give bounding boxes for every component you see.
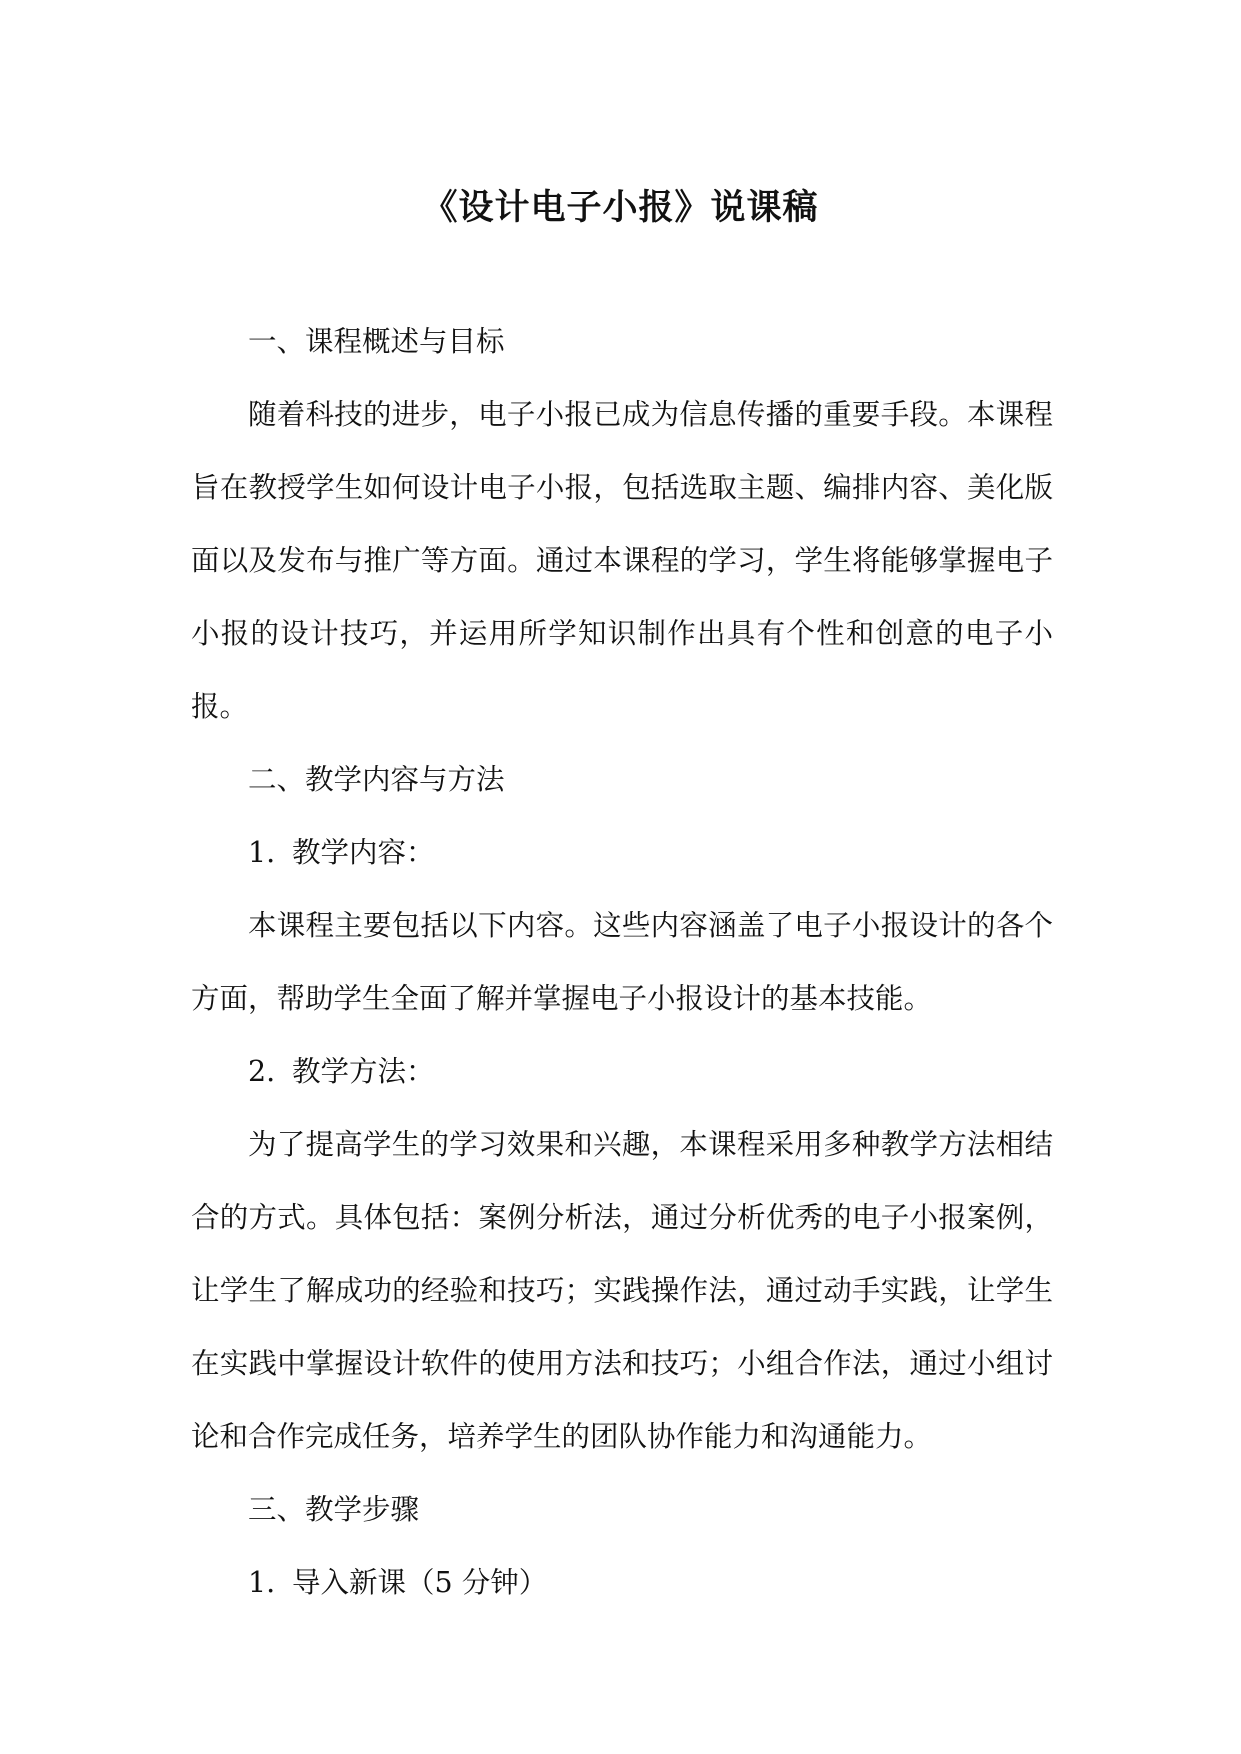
numbered-item-teaching-methods	[191, 1035, 1053, 1108]
document-body	[191, 305, 1053, 1619]
paragraph-teaching-content: 本课程主要包括以下内容。这些内容涵盖了电子小报设计的各个方面，帮助学生全面了解并掌握电子小报设计的基本技能。	[191, 909, 1053, 1015]
section-heading-teaching-steps: 三、教学步骤	[248, 1493, 420, 1526]
item-number: 1.	[248, 836, 276, 869]
numbered-item-intro-lesson	[191, 1546, 1053, 1619]
section-heading-overview: 一、课程概述与目标	[248, 325, 505, 358]
document-title: 《设计电子小报》说课稿	[422, 187, 819, 228]
section-heading-content-methods: 二、教学内容与方法	[248, 763, 505, 796]
item-label: 教学内容：	[292, 836, 435, 869]
item-number: 2.	[248, 1055, 276, 1088]
paragraph-teaching-methods: 为了提高学生的学习效果和兴趣，本课程采用多种教学方法相结合的方式。具体包括：案例分析法，通过分析优秀的电子小报案例，让学生了解成功的经验和技巧；实践操作法，通过动手实践，让学生在实践中掌握设计软件的使用方法和技巧；小组合作法，通过小组讨论和合作完成任务，培养学生的团队协作能力和沟通能力。	[191, 1128, 1053, 1453]
item-label: 教学方法：	[292, 1055, 435, 1088]
item-number: 1.	[248, 1566, 276, 1599]
numbered-item-teaching-content	[191, 816, 1053, 889]
paragraph-overview: 随着科技的进步，电子小报已成为信息传播的重要手段。本课程旨在教授学生如何设计电子小报，包括选取主题、编排内容、美化版面以及发布与推广等方面。通过本课程的学习，学生将能够掌握电子小报的设计技巧，并运用所学知识制作出具有个性和创意的电子小报。	[191, 398, 1053, 723]
item-label: 导入新课（5 分钟）	[292, 1566, 548, 1599]
